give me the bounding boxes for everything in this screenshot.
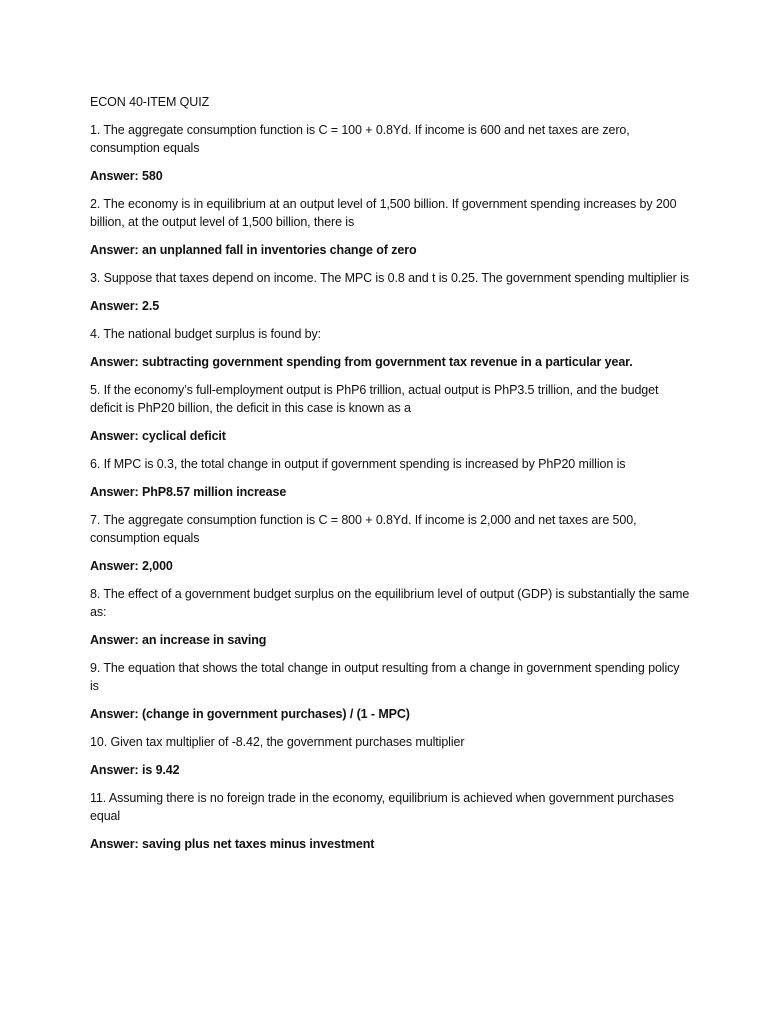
document-content xyxy=(90,93,690,863)
question-text: 9. The equation that shows the total change in output resulting from a change in government spending policy is xyxy=(90,661,680,693)
answer-text: Answer: cyclical deficit xyxy=(90,429,226,443)
answer-text: Answer: an unplanned fall in inventories change of zero xyxy=(90,243,417,257)
answer-text: Answer: an increase in saving xyxy=(90,633,267,647)
answer-text: Answer: saving plus net taxes minus investment xyxy=(90,837,375,851)
question-text: 5. If the economy’s full-employment output is PhP6 trillion, actual output is PhP3.5 trillion, and the budget deficit is PhP20 billion, the deficit in this case is known as a xyxy=(90,383,659,415)
quiz-item-2 xyxy=(90,195,690,259)
quiz-item-6 xyxy=(90,455,690,501)
answer-text: Answer: PhP8.57 million increase xyxy=(90,485,287,499)
quiz-item-5 xyxy=(90,381,690,445)
question-text: 7. The aggregate consumption function is C = 800 + 0.8Yd. If income is 2,000 and net taxes are 500, consumption equals xyxy=(90,513,637,545)
quiz-item-10 xyxy=(90,733,690,779)
question-text: 10. Given tax multiplier of -8.42, the government purchases multiplier xyxy=(90,735,465,749)
quiz-item-8 xyxy=(90,585,690,649)
answer-text: Answer: is 9.42 xyxy=(90,763,180,777)
quiz-item-7 xyxy=(90,511,690,575)
quiz-item-3 xyxy=(90,269,690,315)
answer-text: Answer: (change in government purchases) / (1 - MPC) xyxy=(90,707,410,721)
quiz-item-1 xyxy=(90,121,690,185)
question-text: 6. If MPC is 0.3, the total change in output if government spending is increased by PhP20 million is xyxy=(90,457,626,471)
quiz-item-9 xyxy=(90,659,690,723)
quiz-item-11 xyxy=(90,789,690,853)
quiz-item-4 xyxy=(90,325,690,371)
answer-text: Answer: 2,000 xyxy=(90,559,173,573)
question-text: 8. The effect of a government budget surplus on the equilibrium level of output (GDP) is substantially the same as: xyxy=(90,587,690,619)
question-text: 11. Assuming there is no foreign trade in the economy, equilibrium is achieved when government purchases equal xyxy=(90,791,674,823)
document-title: ECON 40-ITEM QUIZ xyxy=(90,95,210,109)
question-text: 1. The aggregate consumption function is C = 100 + 0.8Yd. If income is 600 and net taxes are zero, consumption equals xyxy=(90,123,630,155)
question-text: 2. The economy is in equilibrium at an output level of 1,500 billion. If government spending increases by 200 billion, at the output level of 1,500 billion, there is xyxy=(90,197,677,229)
answer-text: Answer: 2.5 xyxy=(90,299,160,313)
question-text: 3. Suppose that taxes depend on income. The MPC is 0.8 and t is 0.25. The government spending multiplier is xyxy=(90,271,689,285)
question-text: 4. The national budget surplus is found by: xyxy=(90,327,322,341)
answer-text: Answer: 580 xyxy=(90,169,163,183)
answer-text: Answer: subtracting government spending from government tax revenue in a particular year. xyxy=(90,355,633,369)
